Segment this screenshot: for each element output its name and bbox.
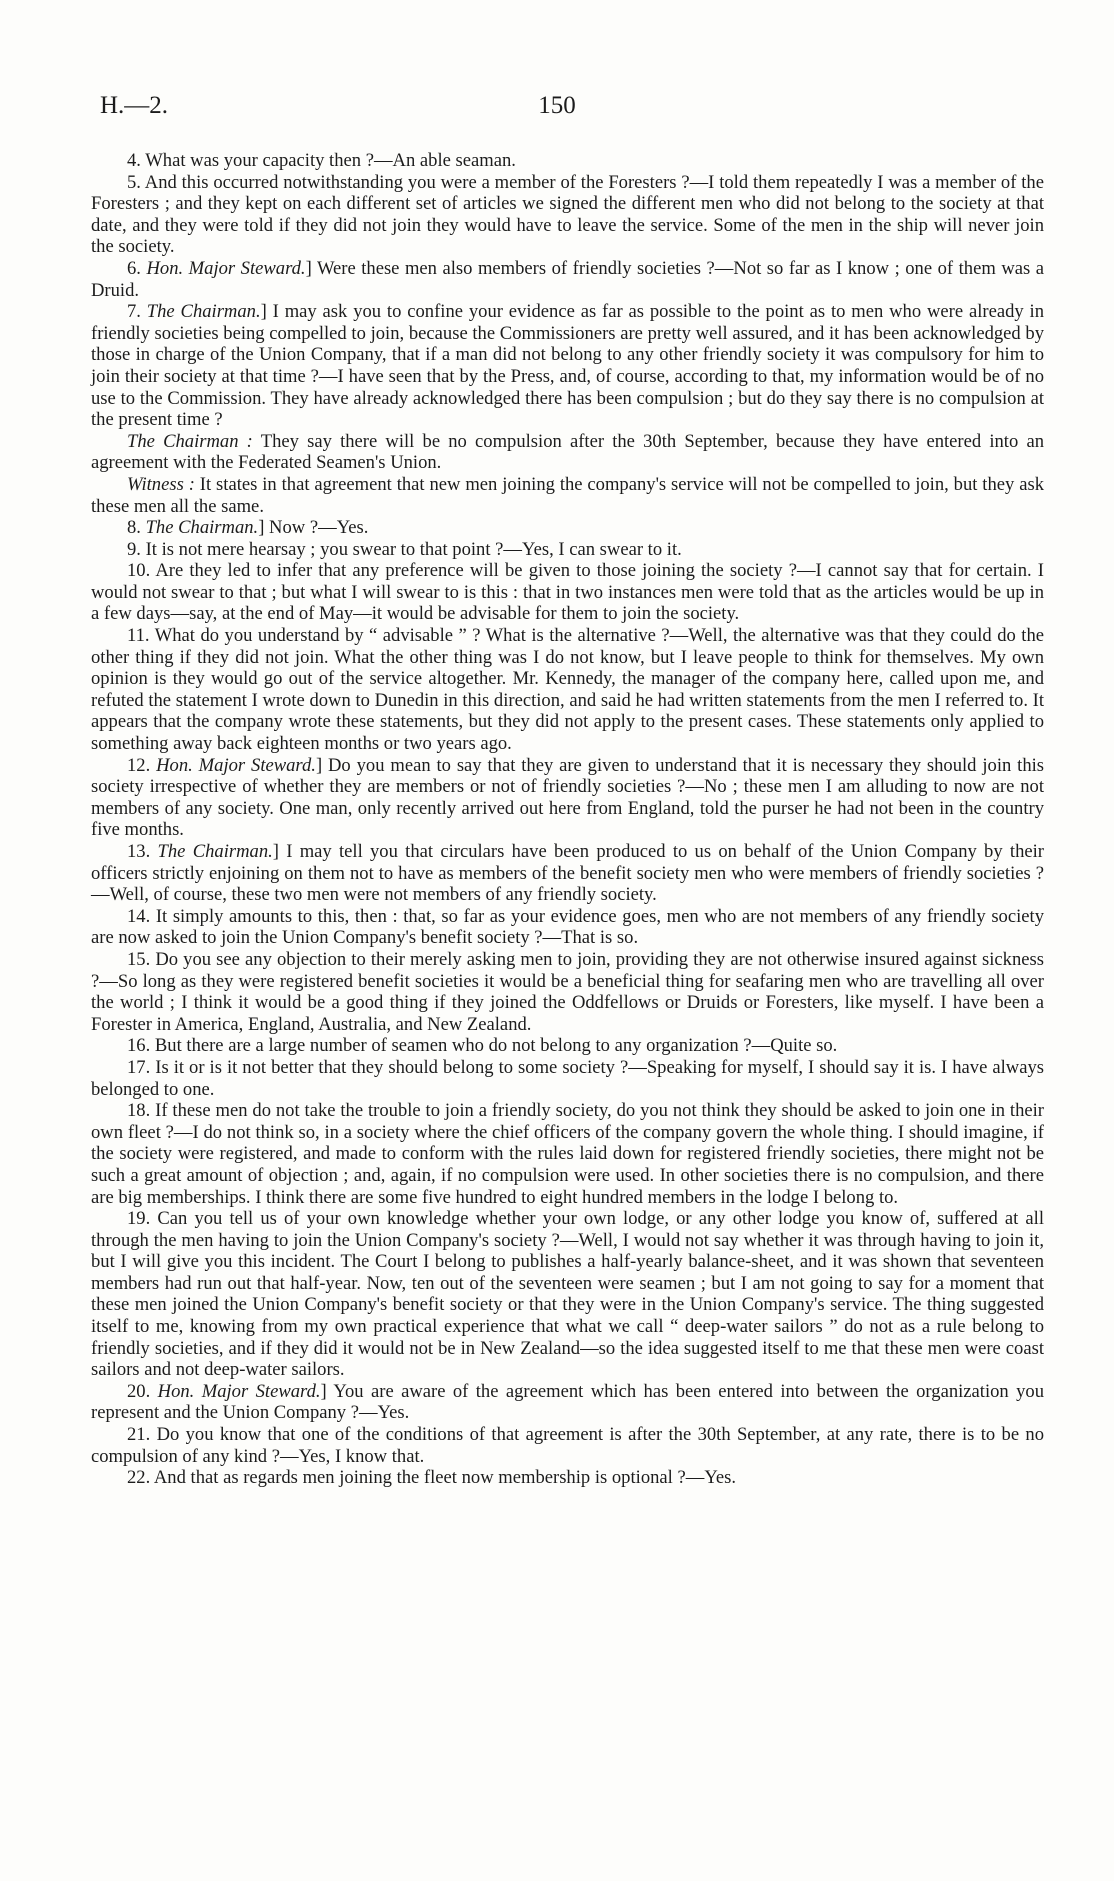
speaker-name: The Chairman : bbox=[127, 430, 253, 452]
paragraph-text: 20. bbox=[127, 1380, 158, 1402]
question-paragraph bbox=[91, 949, 1044, 1035]
paragraph-text: 16. But there are a large number of seamen who do not belong to any organization ?—Quite so. bbox=[127, 1035, 838, 1057]
question-paragraph bbox=[91, 474, 1044, 517]
question-paragraph bbox=[91, 755, 1044, 841]
question-paragraph bbox=[91, 625, 1044, 755]
question-paragraph bbox=[91, 517, 1044, 539]
question-paragraph bbox=[91, 1467, 1044, 1489]
question-paragraph bbox=[91, 1424, 1044, 1467]
question-paragraph bbox=[91, 1057, 1044, 1100]
speaker-name: The Chairman. bbox=[145, 517, 259, 539]
paragraph-text: 13. bbox=[127, 841, 158, 862]
page-header bbox=[100, 92, 1014, 132]
speaker-name: Witness : bbox=[127, 473, 195, 495]
paragraph-text: ] Now ?—Yes. bbox=[258, 517, 369, 539]
paragraph-text: ] Do you mean to say that they are given to understand that it is necessary they should join this society irrespective of whether they are members or not of friendly societies ?—No ; these men I am alluding to now are not members of any society. One man, only recently arrived out here from England, told the purser he had not been in the country five months. bbox=[91, 754, 1045, 841]
paragraph-text: ] You are aware of the agreement which has been entered into between the organization you represent and the Union Company ?—Yes. bbox=[91, 1380, 1045, 1424]
question-paragraph bbox=[91, 258, 1044, 301]
question-paragraph bbox=[91, 150, 1044, 172]
paragraph-text: 9. It is not mere hearsay ; you swear to that point ?—Yes, I can swear to it. bbox=[127, 538, 682, 560]
paragraph-text: 6. bbox=[127, 257, 147, 279]
paragraph-text: 15. Do you see any objection to their merely asking men to join, providing they are not otherwise insured against sickness ?—So long as they were registered benefit societies it would be a beneficial thing for seafaring men who are travelling all over the world ; I think it would be a good thing if they joined the Oddfellows or Druids or Foresters, like myself. I have been a Forester in America, England, Australia, and New Zealand. bbox=[91, 948, 1044, 1035]
question-paragraph bbox=[91, 539, 1044, 561]
paragraph-text: 8. bbox=[127, 517, 146, 539]
document-body bbox=[91, 150, 1044, 1489]
paragraph-text: 22. And that as regards men joining the fleet now membership is optional ?—Yes. bbox=[127, 1467, 737, 1489]
speaker-name: Hon. Major Steward. bbox=[146, 257, 306, 279]
paragraph-text: 21. Do you know that one of the conditions of that agreement is after the 30th September, at any rate, there is to be no compulsion of any kind ?—Yes, I know that. bbox=[91, 1424, 1044, 1467]
paragraph-text: ] I may ask you to confine your evidence as far as possible to the point as to men who were already in friendly societies being compelled to join, because the Commissioners are pretty well assured, and it has been acknowledged by those in charge of the Union Company, that if a man did not belong to any other friendly society it was compulsory for him to join their society at that time ?—I have seen that by the Press, and, of course, according to that, my information would be of no use to the Commission. They have already acknowledged there has been compulsion ; but do they say there is no compulsion at the present time ? bbox=[91, 301, 1045, 431]
question-paragraph bbox=[91, 1035, 1044, 1057]
question-paragraph bbox=[91, 301, 1044, 431]
paragraph-text: 10. Are they led to infer that any preference will be given to those joining the society ?—I cannot say that for certain. I would not swear to that ; but what I will swear to is this : that in two instances men were told that as the articles would be up in a few days—say, at the end of May—it would be advisable for them to join the society. bbox=[91, 560, 1044, 625]
paragraph-text: ] I may tell you that circulars have been produced to us on behalf of the Union Company by their officers strictly enjoining on them not to have as members of the benefit society men who were members of friendly societies ?—Well, of course, these two men were not members of any friendly society. bbox=[91, 841, 1045, 906]
question-paragraph bbox=[91, 431, 1044, 474]
speaker-name: The Chairman. bbox=[157, 841, 273, 862]
paragraph-text: 11. What do you understand by “ advisable ” ? What is the alternative ?—Well, the alternative was that they could do the other thing if they did not join. What the other thing was I do not know, but I leave people to think for themselves. My own opinion is they would go out of the service altogether. Mr. Kennedy, the manager of the company here, called upon me, and refuted the statement I wrote down to Dunedin in this direction, and said he had written statements from the men I referred to. It appears that the company wrote these statements, but they did not apply to the present cases. These statements only applied to something away back eighteen months or two years ago. bbox=[91, 625, 1044, 755]
page-number: 150 bbox=[538, 92, 576, 119]
question-paragraph bbox=[91, 1100, 1044, 1208]
question-paragraph bbox=[91, 1208, 1044, 1381]
paragraph-text: 18. If these men do not take the trouble to join a friendly society, do you not think they should be asked to join one in their own fleet ?—I do not think so, in a society where the chief officers of the company govern the whole thing. I should imagine, if the society were registered, and made to conform with the rules laid down for registered friendly societies, there might not be such a great amount of objection ; and, again, if no compulsion were used. In other societies there is no compulsion, and there are big memberships. I think there are some five hundred to eight hundred members in the lodge I belong to. bbox=[91, 1100, 1044, 1208]
paragraph-text: ] Were these men also members of friendly societies ?—Not so far as I know ; one of them was a Druid. bbox=[91, 257, 1045, 301]
paragraph-text: 4. What was your capacity then ?—An able seaman. bbox=[127, 150, 516, 171]
paragraph-text: 17. Is it or is it not better that they should belong to some society ?—Speaking for myself, I should say it is. I have always belonged to one. bbox=[91, 1056, 1044, 1100]
paragraph-text: 5. And this occurred notwithstanding you were a member of the Foresters ?—I told them repeatedly I was a member of the Foresters ; and they kept on each different set of articles we signed the different men who did not belong to the society at that date, and they were told if they did not join they would have to leave the service. Some of the men in the ship will never join the society. bbox=[91, 171, 1044, 258]
question-paragraph bbox=[91, 560, 1044, 625]
question-paragraph bbox=[91, 1381, 1044, 1424]
paragraph-text: 14. It simply amounts to this, then : that, so far as your evidence goes, men who are not members of any friendly society are now asked to join the Union Company's benefit society ?—That is so. bbox=[91, 905, 1044, 949]
paragraph-text: 12. bbox=[127, 754, 157, 776]
question-paragraph bbox=[91, 841, 1044, 906]
paragraph-text: 7. bbox=[127, 301, 147, 323]
speaker-name: Hon. Major Steward. bbox=[156, 754, 316, 776]
speaker-name: Hon. Major Steward. bbox=[157, 1380, 321, 1402]
question-paragraph bbox=[91, 906, 1044, 949]
speaker-name: The Chairman. bbox=[146, 301, 261, 323]
paragraph-text: It states in that agreement that new men joining the company's service will not be compelled to join, but they ask these men all the same. bbox=[91, 473, 1044, 517]
paragraph-text: They say there will be no compulsion after the 30th September, because they have entered into an agreement with the Federated Seamen's Union. bbox=[91, 430, 1044, 474]
question-paragraph bbox=[91, 172, 1044, 258]
document-reference: H.—2. bbox=[100, 92, 169, 119]
paragraph-text: 19. Can you tell us of your own knowledge whether your own lodge, or any other lodge you know of, suffered at all through the men having to join the Union Company's society ?—Well, I would not say whether it was through having to join it, but I will give you this incident. The Court I belong to publishes a half-yearly balance-sheet, and it was shown that seventeen members had run out that half-year. Now, ten out of the seventeen were seamen ; but I am not going to say for a moment that these men joined the Union Company's benefit society or that they were in the Union Company's service. The thing suggested itself to me, knowing from my own practical experience that what we call “ deep-water sailors ” do not as a rule belong to friendly societies, and if they did it would not be in New Zealand—so the idea suggested itself to me that these men were coast sailors and not deep-water sailors. bbox=[91, 1208, 1044, 1381]
